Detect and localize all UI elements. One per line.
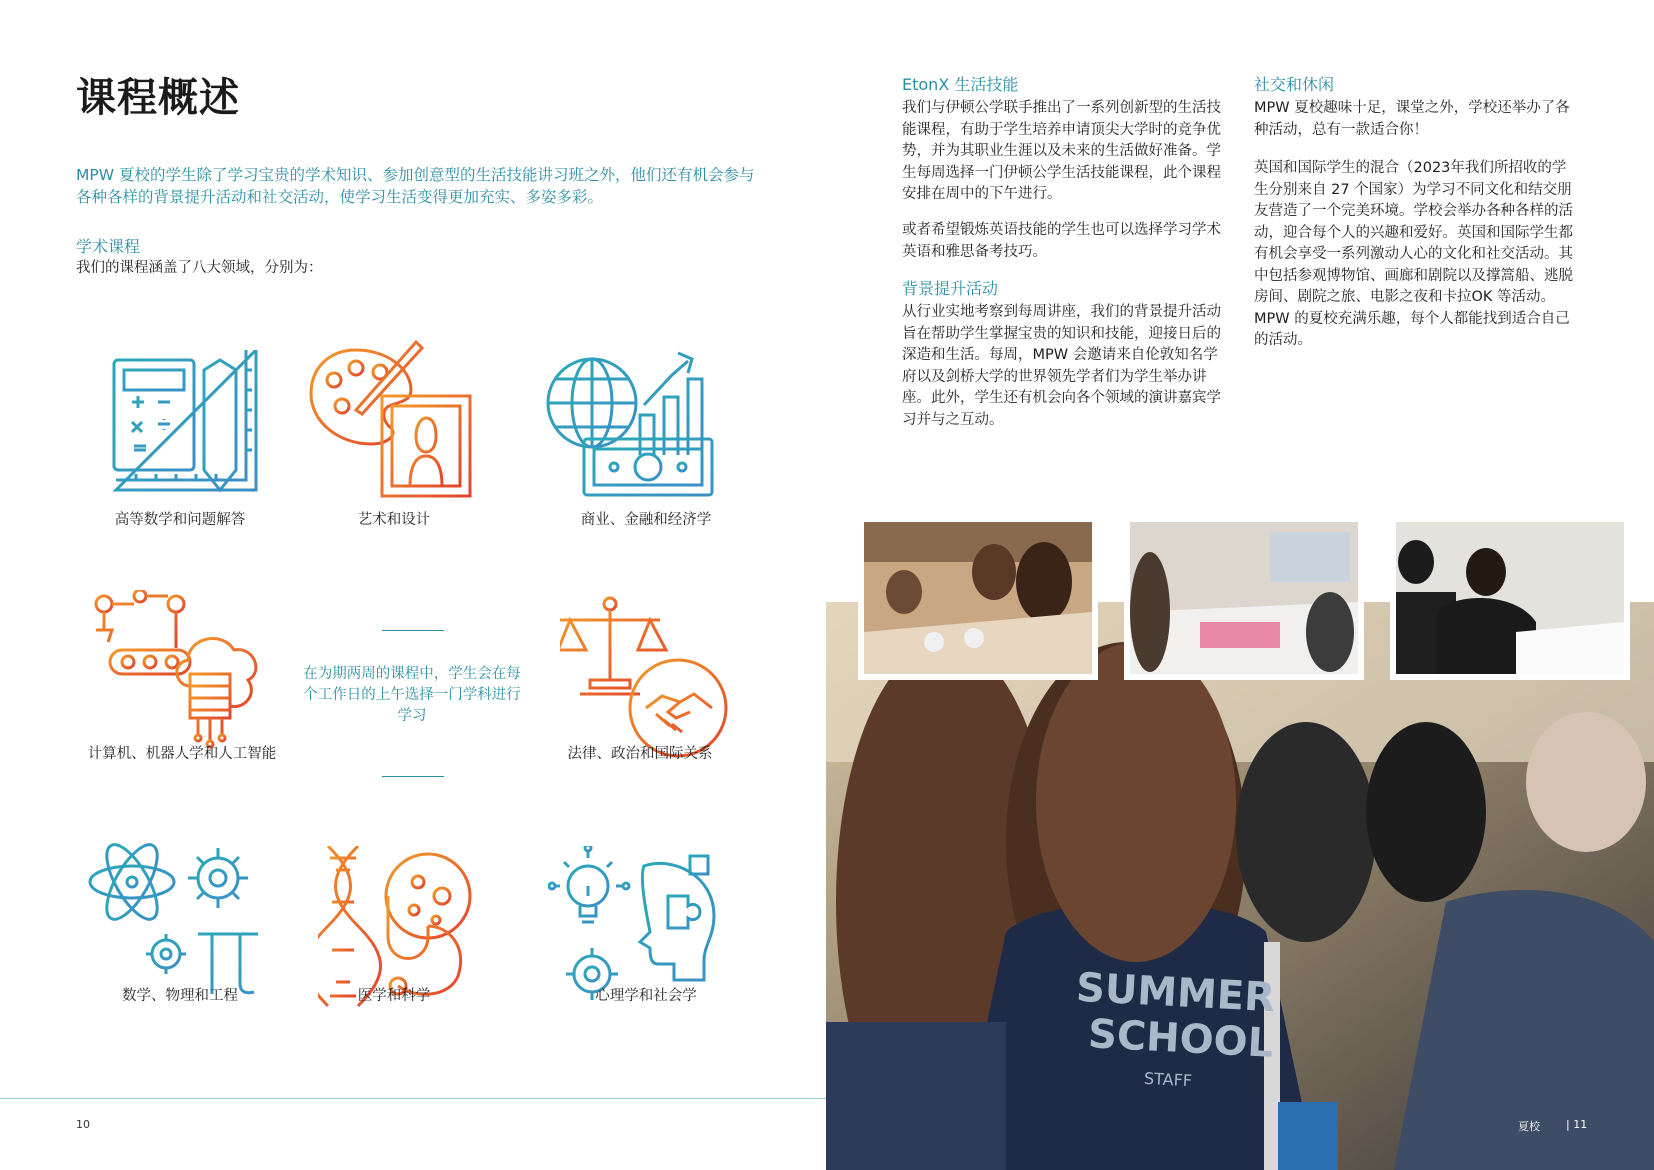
page-number-left: 10 — [76, 1118, 90, 1131]
globe-money-chart-icon — [544, 345, 724, 515]
workshop-classroom-photo — [1124, 516, 1364, 680]
subject-label-computing: 计算机、机器人学和人工智能 — [87, 746, 277, 762]
subject-label-medicine: 医学和科学 — [357, 988, 431, 1004]
etonx-heading: EtonX 生活技能 — [902, 75, 1019, 94]
shirt-text-staff: STAFF — [1143, 1068, 1193, 1091]
shirt-text-school: SCHOOL — [1086, 1011, 1275, 1067]
center-note-top-rule — [382, 630, 444, 631]
scales-handshake-icon — [560, 596, 740, 766]
atom-gears-pi-icon — [88, 838, 268, 1008]
subject-label-business: 商业、金融和经济学 — [580, 512, 712, 528]
enrichment-paragraph: 从行业实地考察到每周讲座，我们的背景提升活动旨在帮助学生掌握宝贵的知识和技能，迎接日后的深造和生活。每周，MPW 会邀请来自伦敦知名学府以及剑桥大学的世界领先学者们为学生举办讲座。此外，学生还有机会向各个领域的演讲嘉宾学习并与之互动。 — [902, 304, 1221, 428]
academic-text: 我们的课程涵盖了八大领域，分别为： — [76, 260, 323, 276]
social-paragraph-2: 英国和国际学生的混合（2023年我们所招收的学生分别来自 27 个国家）为学习不同文化和结交朋友营造了一个完美环境。学校会举办各种各样的活动，迎合每个人的兴趣和爱好。英国和国际学生都有机会享受一系列激动人心的文化和社交活动。其中包括参观博物馆、画廊和剧院以及撑篙船、逃脱房间、剧院之旅、电影之夜和卡拉OK 等活动。MPW 的夏校充满乐趣，每个人都能找到适合自己的活动。 — [1254, 160, 1573, 348]
palette-portrait-icon — [306, 340, 486, 510]
summer-school-crowd-photo — [826, 602, 1654, 1170]
center-note-bottom-rule — [382, 776, 444, 777]
page-title: 课程概述 — [76, 75, 240, 121]
enrichment-heading: 背景提升活动 — [902, 279, 999, 298]
subject-label-physics: 数学、物理和工程 — [122, 988, 238, 1004]
page-number-right: | 11 — [1566, 1118, 1588, 1131]
etonx-paragraph-1: 我们与伊顿公学联手推出了一系列创新型的生活技能课程，有助于学生培养申请顶尖大学时的竞争优势，并为其职业生涯以及未来的生活做好准备。学生每周选择一门伊顿公学生活技能课程，此个课程安排在周中的下午进行。 — [902, 100, 1221, 202]
intro-paragraph: MPW 夏校的学生除了学习宝贵的学术知识、参加创意型的生活技能讲习班之外，他们还有机会参与各种各样的背景提升活动和社交活动，使学习生活变得更加充实、多姿多彩。 — [76, 166, 755, 206]
dining-students-photo — [858, 516, 1098, 680]
shirt-text-summer: SUMMER — [1074, 964, 1277, 1022]
social-heading: 社交和休闲 — [1254, 75, 1335, 94]
robot-arm-cloud-icon — [90, 590, 270, 760]
calculator-ruler-icon — [106, 350, 286, 520]
academic-heading: 学术课程 — [76, 237, 141, 256]
subject-label-art: 艺术和设计 — [357, 512, 431, 528]
etonx-paragraph-2: 或者希望锻炼英语技能的学生也可以选择学习学术英语和雅思备考技巧。 — [902, 222, 1221, 260]
subject-label-maths: 高等数学和问题解答 — [114, 512, 246, 528]
subject-label-psychology: 心理学和社会学 — [595, 988, 697, 1004]
students-studying-photo — [1390, 516, 1630, 680]
footer-word: 夏校 — [1518, 1120, 1540, 1133]
social-paragraph-1: MPW 夏校趣味十足，课堂之外，学校还举办了各种活动，总有一款适合你！ — [1254, 100, 1570, 138]
subject-label-law: 法律、政治和国际关系 — [567, 746, 713, 762]
center-note: 在为期两周的课程中，学生会在每个工作日的上午选择一门学科进行学习 — [303, 666, 521, 724]
footer-line — [0, 1098, 826, 1099]
